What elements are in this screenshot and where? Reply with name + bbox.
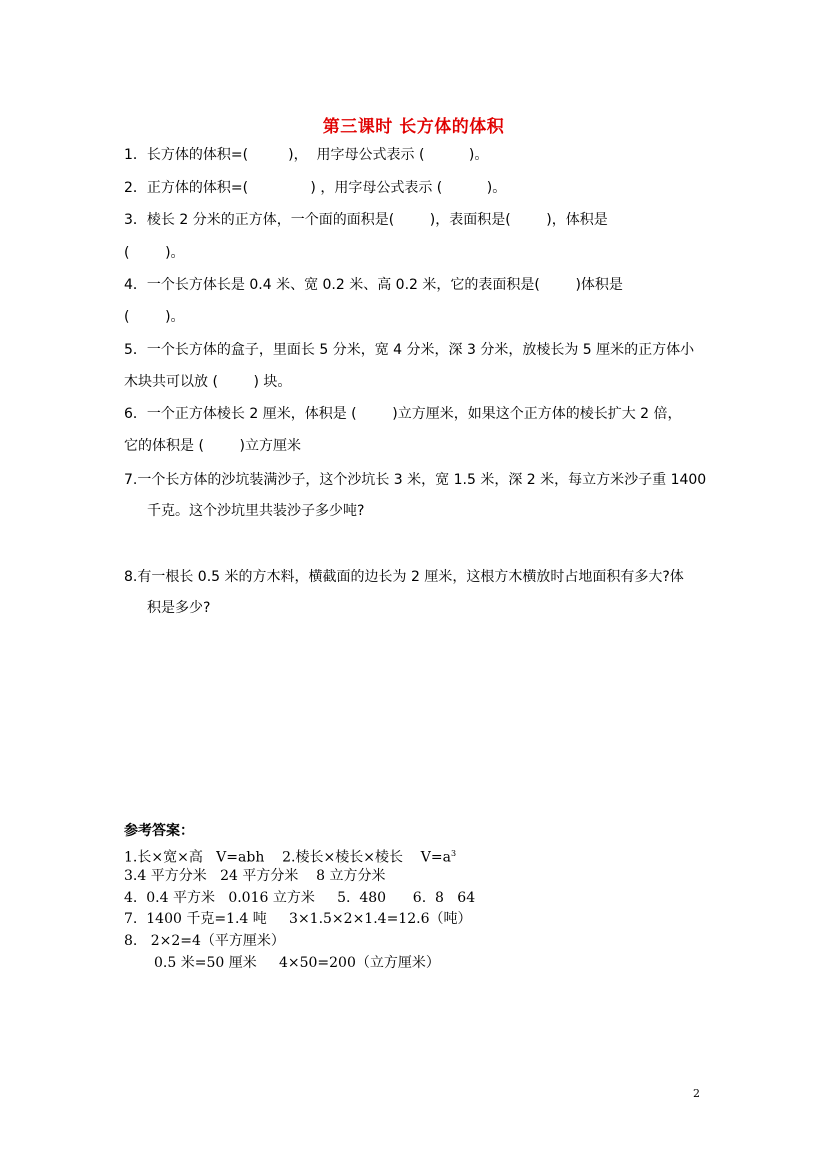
question-2: 2．正方体的体积=( ) ，用字母公式表示 ( )。: [124, 180, 507, 196]
question-7-line-1: 7.一个长方体的沙坑装满沙子，这个沙坑长 3 米，宽 1.5 米，深 2 米，每立方米沙子重 1400: [124, 472, 707, 488]
question-8-line-2: 积是多少?: [147, 600, 211, 616]
question-8-line-1: 8.有一根长 0.5 米的方木料，横截面的边长为 2 厘米，这根方木横放时占地面积有多大?体: [124, 569, 684, 585]
question-5-line-1: 5．一个长方体的盒子，里面长 5 分米，宽 4 分米，深 3 分米，放棱长为 5 厘米的正方体小: [124, 342, 695, 358]
question-6-line-1: 6．一个正方体棱长 2 厘米，体积是 ( )立方厘米，如果这个正方体的棱长扩大 2 倍，: [124, 406, 682, 422]
answers-heading: 参考答案：: [124, 823, 194, 839]
page-title: 第三课时 长方体的体积: [322, 117, 505, 137]
answer-line-5: 8. 2×2=4（平方厘米）: [124, 933, 285, 949]
answer-line-2: 3.4 平方分米 24 平方分米 8 立方分米: [124, 868, 386, 884]
question-6-line-2: 它的体积是 ( )立方厘米: [124, 438, 301, 454]
answer-line-3: 4. 0.4 平方米 0.016 立方米 5. 480 6. 8 64: [124, 890, 476, 906]
answer-line-4: 7. 1400 千克=1.4 吨 3×1.5×2×1.4=12.6（吨）: [124, 911, 472, 927]
question-3-line-2: ( )。: [124, 245, 185, 261]
question-7-line-2: 千克。这个沙坑里共装沙子多少吨?: [147, 503, 365, 519]
page-number: 2: [693, 1087, 700, 1100]
question-5-line-2: 木块共可以放 ( ) 块。: [124, 374, 292, 390]
question-1: 1．长方体的体积=( )， 用字母公式表示 ( )。: [124, 147, 489, 163]
answer-line-1: [124, 845, 456, 867]
question-4-line-1: 4．一个长方体长是 0.4 米、宽 0.2 米、高 0.2 米，它的表面积是( )体积是: [124, 277, 623, 293]
answer-line-1-superscript: 3: [450, 849, 457, 858]
answer-line-1-text: 1.长×宽×高 V=abh 2.棱长×棱长×棱长 V=a: [124, 849, 451, 866]
question-3-line-1: 3．棱长 2 分米的正方体，一个面的面积是( )，表面积是( )，体积是: [124, 212, 608, 228]
question-4-line-2: ( )。: [124, 309, 185, 325]
answer-line-6: 0.5 米=50 厘米 4×50=200（立方厘米）: [154, 955, 440, 971]
